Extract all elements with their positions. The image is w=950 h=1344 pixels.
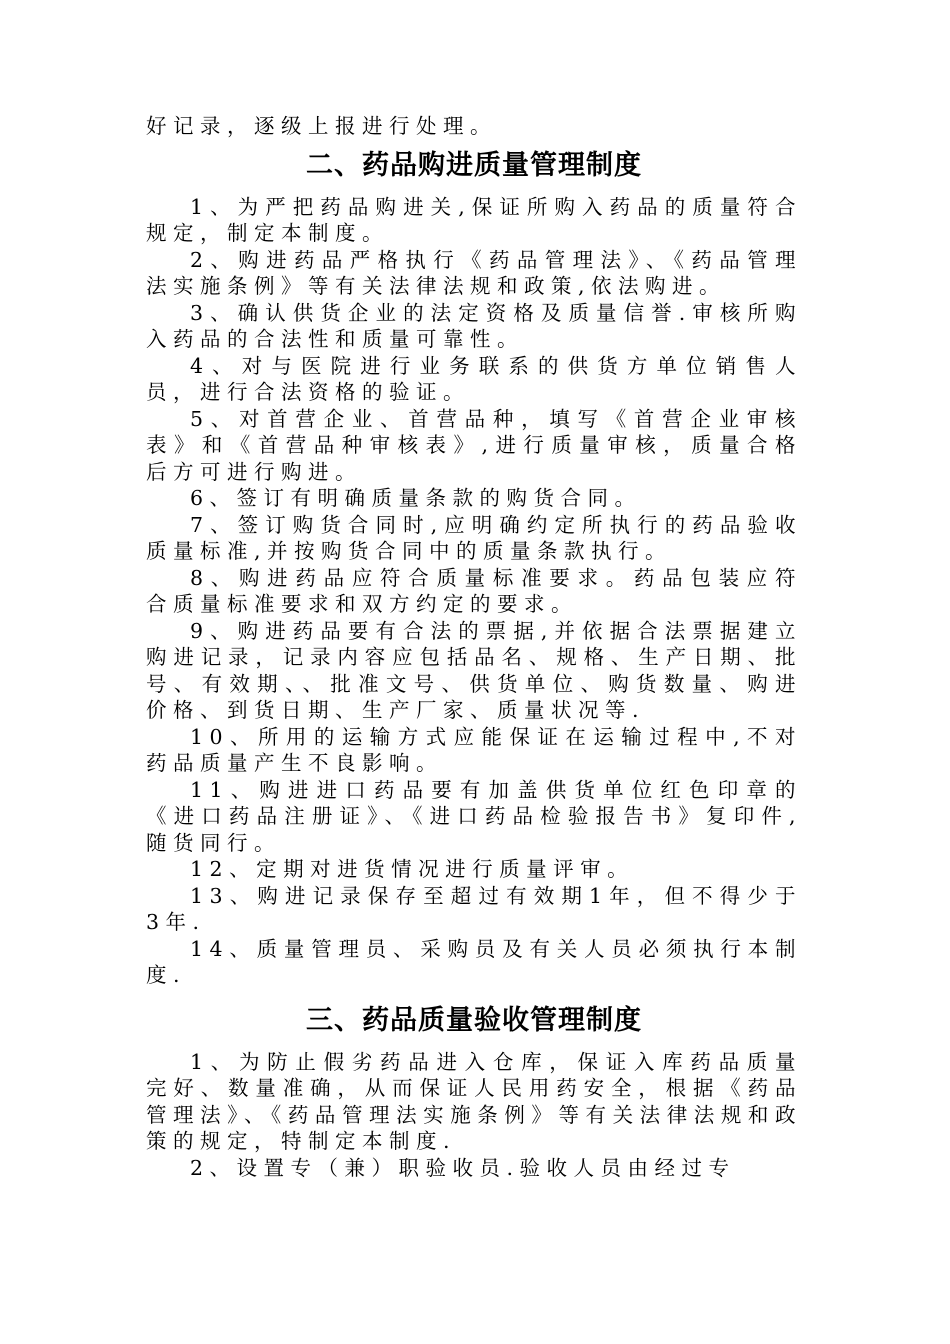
section-3-title: 三、药品质量验收管理制度 — [306, 1004, 642, 1036]
section-2-item: 10、所用的运输方式应能保证在运输过程中,不对药品质量产生不良影响。 — [146, 724, 802, 775]
section-2-item: 4、对与医院进行业务联系的供货方单位销售人员，进行合法资格的验证。 — [146, 353, 802, 404]
section-2-item: 2、购进药品严格执行《药品管理法》、《药品管理法实施条例》等有关法律法规和政策,依法购进。 — [146, 247, 802, 298]
section-2-item: 9、购进药品要有合法的票据,并依据合法票据建立购进记录，记录内容应包括品名、规格、生产日期、批号、有效期、、批准文号、供货单位、购货数量、购进价格、到货日期、生产厂家、质量状况等. — [146, 618, 802, 722]
section-2-item: 7、签订购货合同时,应明确约定所执行的药品验收质量标准,并按购货合同中的质量条款执行。 — [146, 512, 802, 563]
document-body — [146, 113, 802, 1181]
section-2-item: 1、为严把药品购进关,保证所购入药品的质量符合规定，制定本制度。 — [146, 194, 802, 245]
section-2-item: 3、确认供货企业的法定资格及质量信誉.审核所购入药品的合法性和质量可靠性。 — [146, 300, 802, 351]
section-2-item: 14、质量管理员、采购员及有关人员必须执行本制度. — [146, 936, 802, 987]
section-3-item: 2、设置专（兼）职验收员.验收人员由经过专 — [190, 1155, 736, 1180]
section-3-item: 1、为防止假劣药品进入仓库，保证入库药品质量完好、数量准确，从而保证人民用药安全，根据《药品管理法》、《药品管理法实施条例》等有关法律法规和政策的规定，特制定本制度. — [146, 1049, 802, 1153]
section-2-title: 二、药品购进质量管理制度 — [306, 149, 642, 181]
lead-paragraph: 好记录，逐级上报进行处理。 — [146, 114, 497, 138]
section-2-item: 12、定期对进货情况进行质量评审。 — [190, 857, 635, 881]
section-2-items — [146, 194, 802, 989]
section-3-items — [146, 1049, 802, 1182]
section-2-item: 8、购进药品应符合质量标准要求。药品包装应符合质量标准要求和双方约定的要求。 — [146, 565, 802, 616]
section-2-item: 6、签订有明确质量条款的购货合同。 — [190, 486, 642, 510]
section-2-item: 13、购进记录保存至超过有效期1年，但不得少于3年. — [146, 883, 802, 934]
section-2-item: 11、购进进口药品要有加盖供货单位红色印章的《进口药品注册证》、《进口药品检验报告书》复印件,随货同行。 — [146, 777, 802, 855]
section-2-item: 5、对首营企业、首营品种，填写《首营企业审核表》和《首营品种审核表》,进行质量审核，质量合格后方可进行购进。 — [146, 406, 802, 484]
